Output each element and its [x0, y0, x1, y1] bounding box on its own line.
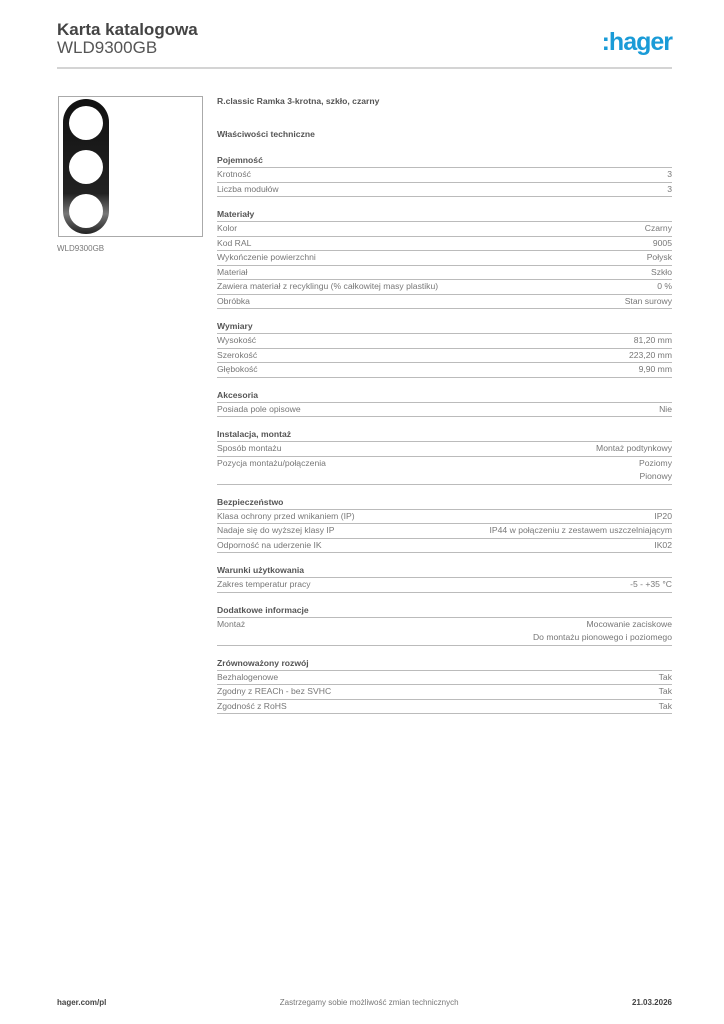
spec-value: 3: [667, 169, 672, 179]
spec-section: [217, 657, 672, 715]
spec-row: [217, 457, 672, 485]
properties-title: Właściwości techniczne: [217, 129, 315, 139]
spec-row: [217, 295, 672, 310]
spec-value: IP44 w połączeniu z zestawem uszczelniającym: [489, 525, 672, 535]
spec-value: 9005: [652, 237, 672, 248]
section-title: Warunki użytkowania: [217, 564, 672, 578]
spec-row: [217, 349, 672, 364]
spec-label: Liczba modułów: [217, 183, 279, 194]
spec-row: [217, 168, 672, 183]
section-title: Bezpieczeństwo: [217, 496, 672, 510]
spec-label: Obróbka: [217, 295, 250, 306]
spec-value: Mocowanie zaciskowe Do montażu pionowego i poziomego: [532, 618, 672, 642]
spec-value: Czarny: [644, 223, 672, 233]
image-caption: WLD9300GB: [57, 244, 105, 253]
footer-note: Zastrzegamy sobie możliwość zmian technicznych: [279, 998, 459, 1007]
spec-row: [217, 363, 672, 378]
spec-row: [217, 266, 672, 281]
website-link[interactable]: hager.com/pl: [57, 998, 107, 1007]
spec-value: 3: [667, 183, 672, 194]
spec-row: [217, 237, 672, 252]
spec-label: Szerokość: [217, 349, 258, 360]
spec-label: Pozycja montażu/połączenia: [217, 457, 326, 468]
section-title: Akcesoria: [217, 389, 672, 403]
spec-label: Posiada pole opisowe: [217, 403, 301, 414]
spec-label: Nadaje się do wyższej klasy IP: [217, 525, 335, 535]
spec-row: [217, 510, 672, 525]
spec-row: [217, 671, 672, 686]
spec-value: Poziomy Pionowy: [639, 457, 672, 481]
product-code: WLD9300GB: [57, 38, 158, 57]
hager-logo: :hager: [601, 28, 672, 56]
spec-value: Nie: [659, 403, 672, 414]
spec-section: [217, 320, 672, 378]
spec-section: [217, 208, 672, 309]
spec-row: [217, 685, 672, 700]
spec-value: 0 %: [657, 281, 672, 291]
spec-row: [217, 334, 672, 349]
footer: [57, 998, 672, 1007]
document-title: Karta katalogowa: [57, 20, 198, 39]
spec-value: 223,20 mm: [629, 349, 672, 360]
spec-row: [217, 251, 672, 266]
spec-row: [217, 280, 672, 295]
section-title: Pojemność: [217, 154, 672, 168]
spec-row: [217, 403, 672, 418]
spec-content: [217, 96, 672, 714]
spec-label: Wykończenie powierzchni: [217, 252, 316, 262]
spec-label: Zgodność z RoHS: [217, 700, 287, 711]
spec-row: [217, 442, 672, 457]
spec-row: [217, 700, 672, 715]
spec-section: [217, 389, 672, 418]
section-title: Wymiary: [217, 320, 672, 334]
spec-label: Materiał: [217, 266, 248, 277]
spec-row: [217, 222, 672, 237]
spec-section: [217, 496, 672, 554]
spec-label: Kolor: [217, 223, 238, 233]
spec-row: [217, 578, 672, 593]
spec-row: [217, 524, 672, 539]
spec-label: Zgodny z REACh - bez SVHC: [217, 686, 332, 696]
spec-label: Odporność na uderzenie IK: [217, 539, 322, 550]
section-title: Zrównoważony rozwój: [217, 657, 672, 671]
spec-label: Montaż: [217, 618, 246, 629]
section-title: Dodatkowe informacje: [217, 604, 672, 618]
spec-label: Zawiera materiał z recyklingu (% całkowitej masy plastiku): [217, 281, 439, 291]
spec-value: 9,90 mm: [638, 364, 672, 374]
footer-date: 21.03.2026: [631, 998, 672, 1007]
spec-section: [217, 604, 672, 646]
section-title: Instalacja, montaż: [217, 428, 672, 442]
spec-value: Szkło: [650, 266, 672, 277]
spec-label: Zakres temperatur pracy: [217, 579, 311, 589]
spec-value: -5 - +35 °C: [630, 579, 672, 589]
spec-label: Kod RAL: [217, 237, 252, 248]
spec-section: [217, 428, 672, 485]
spec-value: Tak: [658, 671, 672, 682]
spec-value: IP20: [654, 510, 672, 521]
spec-row: [217, 618, 672, 646]
spec-sections: [217, 154, 672, 714]
spec-value: Tak: [658, 686, 672, 696]
spec-label: Głębokość: [217, 364, 258, 374]
spec-value: Połysk: [646, 252, 672, 262]
spec-section: [217, 154, 672, 197]
spec-row: [217, 539, 672, 554]
spec-value: Tak: [658, 700, 672, 711]
spec-label: Krotność: [217, 169, 251, 179]
spec-value: IK02: [654, 539, 672, 550]
product-name: R.classic Ramka 3-krotna, szkło, czarny: [217, 96, 380, 106]
spec-label: Sposób montażu: [217, 443, 282, 453]
section-title: Materiały: [217, 208, 672, 222]
spec-value: 81,20 mm: [633, 335, 672, 345]
spec-label: Bezhalogenowe: [217, 671, 279, 682]
frame-illustration: [59, 97, 202, 236]
header-divider: [57, 67, 672, 69]
spec-section: [217, 564, 672, 593]
spec-row: [217, 183, 672, 198]
spec-value: Montaż podtynkowy: [596, 443, 672, 453]
spec-value: Stan surowy: [624, 295, 672, 306]
product-image: [58, 96, 203, 237]
spec-label: Klasa ochrony przed wnikaniem (IP): [217, 510, 355, 521]
spec-label: Wysokość: [217, 335, 257, 345]
